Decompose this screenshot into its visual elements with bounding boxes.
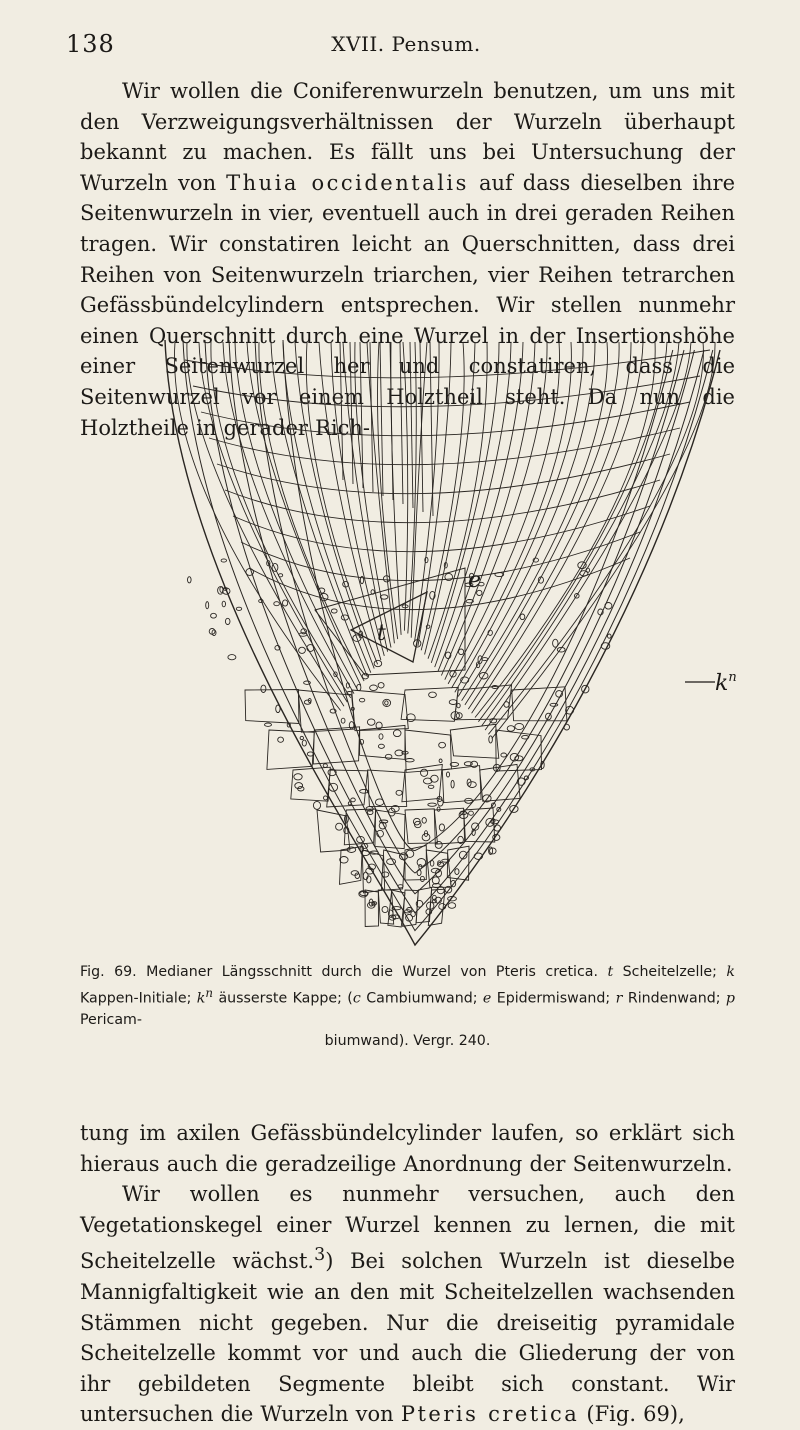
cell-nucleus xyxy=(302,740,306,746)
cell-wall xyxy=(454,685,511,720)
cell-nucleus xyxy=(349,722,354,729)
cell-nucleus xyxy=(455,869,459,875)
cell-nucleus xyxy=(276,705,280,713)
cell-nucleus xyxy=(422,834,430,841)
cell-nucleus xyxy=(420,876,424,881)
cell-nucleus xyxy=(439,824,444,831)
running-title: XVII. Pensum. xyxy=(331,32,481,56)
cell-wall xyxy=(400,342,403,504)
cell-nucleus xyxy=(431,775,439,782)
cell-nucleus xyxy=(295,783,303,789)
cell-wall xyxy=(408,342,416,634)
cell-nucleus xyxy=(359,698,364,702)
cell-wall xyxy=(199,342,347,702)
cell-nucleus xyxy=(300,736,303,739)
cell-wall xyxy=(447,846,469,880)
paragraph-1: Wir wollen die Coniferenwurzeln benutzen, um uns mit den Verzweigungsverhältnissen der Wurzeln überhaupt bekannt zu machen. Es fällt uns bei Untersuchung der Wurzeln von Thuia occidentalis auf dass dieselben ihre Seitenwurzeln in vier, eventuell auch in drei geraden Reihen tragen. Wir constatiren leicht an Querschnitten, dass drei Reihen von Seitenwurzeln triarchen, vier Reihen tetrarchen Gefässbündelcylindern entsprechen. Wir stellen nunmehr einen Querschnitt durch eine Wurzel in der Insertionshöhe einer Seitenwurzel her und constatiren, dass die Seitenwurzel vor einem Holztheil steht. Da nun die Holztheile in gerader Rich- xyxy=(80,79,735,440)
cell-nucleus xyxy=(278,737,284,742)
cell-nucleus xyxy=(553,639,558,647)
cell-nucleus xyxy=(279,574,283,577)
cell-nucleus xyxy=(331,609,337,613)
cell-nucleus xyxy=(437,807,440,811)
footnote-ref: 3 xyxy=(314,1245,326,1266)
cell-nucleus xyxy=(385,701,388,705)
cell-nucleus xyxy=(429,692,437,697)
cell-nucleus xyxy=(504,702,509,708)
cell-nucleus xyxy=(393,730,401,737)
cell-nucleus xyxy=(550,703,558,706)
label-t: t xyxy=(377,621,386,646)
cell-nucleus xyxy=(272,563,278,571)
cell-nucleus xyxy=(457,703,460,707)
cell-nucleus xyxy=(405,759,414,762)
cell-nucleus xyxy=(379,734,383,739)
cell-nucleus xyxy=(318,588,325,593)
cell-nucleus xyxy=(482,658,488,661)
cell-nucleus xyxy=(367,719,375,725)
cell-nucleus xyxy=(378,683,384,688)
cell-nucleus xyxy=(294,774,302,780)
cell-nucleus xyxy=(378,744,384,748)
cell-nucleus xyxy=(446,772,449,777)
cell-nucleus xyxy=(406,850,414,857)
cell-nucleus xyxy=(374,660,382,666)
cell-nucleus xyxy=(469,811,474,815)
cell-wall xyxy=(355,342,391,648)
cell-wall xyxy=(313,727,359,764)
page-number: 138 xyxy=(66,30,115,58)
cell-nucleus xyxy=(221,559,226,562)
cell-nucleus xyxy=(406,714,415,722)
cell-network xyxy=(165,340,720,945)
cell-wall xyxy=(442,766,481,803)
cell-wall xyxy=(271,342,368,677)
cell-nucleus xyxy=(228,655,236,660)
cell-nucleus xyxy=(608,634,612,638)
cell-wall xyxy=(488,342,703,734)
cell-nucleus xyxy=(336,823,343,830)
cell-nucleus xyxy=(348,802,351,805)
cell-nucleus xyxy=(387,859,396,865)
cell-wall xyxy=(352,690,409,731)
cell-nucleus xyxy=(564,724,570,730)
cell-nucleus xyxy=(411,911,416,917)
cell-wall xyxy=(496,730,542,771)
cell-wall xyxy=(403,342,408,631)
figure-69 xyxy=(165,330,735,955)
cell-nucleus xyxy=(324,796,328,800)
label-e: e xyxy=(468,568,482,593)
cell-nucleus xyxy=(430,861,434,867)
root-tip-illustration xyxy=(165,330,735,955)
cell-nucleus xyxy=(546,713,552,720)
cell-wall xyxy=(420,342,423,512)
cell-nucleus xyxy=(476,662,479,668)
cell-wall xyxy=(211,342,351,698)
cell-nucleus xyxy=(313,801,320,809)
cell-nucleus xyxy=(283,600,288,606)
cell-wall xyxy=(331,342,384,656)
cell-nucleus xyxy=(212,630,216,636)
cell-wall xyxy=(267,730,314,769)
cell-nucleus xyxy=(448,903,456,909)
cell-wall xyxy=(229,340,694,894)
cell-nucleus xyxy=(307,645,314,652)
cell-nucleus xyxy=(439,742,446,748)
cell-wall xyxy=(183,340,713,931)
cell-nucleus xyxy=(299,647,306,653)
cell-nucleus xyxy=(261,685,266,692)
cell-nucleus xyxy=(367,810,373,815)
cell-wall xyxy=(319,342,381,660)
cell-nucleus xyxy=(439,759,442,763)
cell-wall xyxy=(185,350,710,378)
cell-nucleus xyxy=(520,614,525,620)
cell-nucleus xyxy=(380,595,388,599)
cell-nucleus xyxy=(274,602,280,606)
cell-nucleus xyxy=(507,726,514,732)
cell-nucleus xyxy=(450,671,456,677)
cell-nucleus xyxy=(451,780,454,788)
cell-wall xyxy=(410,342,413,508)
cell-wall xyxy=(421,342,464,650)
figure-caption: Fig. 69. Medianer Längsschnitt durch die Wurzel von Pteris cretica. t Scheitelzelle; k Kappen-Initiale; $k^n$ äusserste Kappe; (c Cambiumwand; e Epidermiswand; r Rindenwand; p Pericam- biumwand). Vergr. 240. xyxy=(80,964,735,1049)
cell-wall xyxy=(430,342,433,516)
cell-nucleus xyxy=(522,735,529,739)
cell-nucleus xyxy=(370,685,378,691)
cell-nucleus xyxy=(398,885,403,888)
cell-wall xyxy=(405,730,451,772)
page-header xyxy=(66,30,746,60)
cell-nucleus xyxy=(501,753,507,757)
cell-nucleus xyxy=(396,790,402,795)
cell-nucleus xyxy=(515,723,524,729)
cell-wall xyxy=(370,342,373,492)
paragraph-2: tung im axilen Gefässbündelcylinder laufen, so erklärt sich hieraus auch die geradzeilige Anordnung der Seitenwurzeln. xyxy=(80,1121,735,1176)
cell-nucleus xyxy=(265,723,272,726)
body-text-bottom xyxy=(80,1118,735,1430)
cell-nucleus xyxy=(489,736,493,743)
cell-nucleus xyxy=(360,891,368,895)
cell-nucleus xyxy=(464,762,472,766)
cell-nucleus xyxy=(421,769,428,776)
cell-nucleus xyxy=(304,681,311,684)
cell-nucleus xyxy=(222,601,225,607)
cell-nucleus xyxy=(375,799,383,806)
cell-nucleus xyxy=(459,649,464,655)
cell-nucleus xyxy=(605,603,612,610)
cell-nucleus xyxy=(435,841,442,848)
species-name: Thuia occidentalis xyxy=(226,170,469,195)
cell-nucleus xyxy=(206,602,209,609)
cell-nucleus xyxy=(422,818,426,824)
cell-nucleus xyxy=(323,764,327,768)
cell-nucleus xyxy=(351,798,356,802)
cell-wall xyxy=(368,770,407,806)
cell-nucleus xyxy=(419,864,422,869)
cell-nucleus xyxy=(601,643,610,650)
cell-nucleus xyxy=(432,877,439,884)
cell-wall xyxy=(450,724,499,758)
species-name-2: Pteris cretica xyxy=(400,1402,580,1427)
cell-wall xyxy=(390,342,393,500)
cell-nucleus xyxy=(428,803,437,806)
paragraph-3: Wir wollen es nunmehr versuchen, auch den Vegetationskegel einer Wurzel kennen zu lernen, die mit Scheitelzelle wächst.$^3$) Bei solchen Wurzeln ist dieselbe Mannigfaltigkeit wie an den mit Scheitelzellen wachsenden Stämmen nicht gegeben. Nur die dreiseitig pyramidale Scheitelzelle kommt vor und auch die Gliederung der von ihr gebildeten Segmente bleibt sich constant. Wir untersuchen die Wurzeln von Pteris cretica (Fig. 69), xyxy=(80,1182,735,1427)
cell-nucleus xyxy=(494,825,500,831)
cell-nucleus xyxy=(246,569,254,576)
cell-nucleus xyxy=(357,684,361,690)
cell-nucleus xyxy=(382,906,388,912)
cell-nucleus xyxy=(188,577,192,583)
cell-nucleus xyxy=(428,785,434,788)
cell-nucleus xyxy=(211,613,217,618)
cell-nucleus xyxy=(449,700,457,705)
label-k: $k^n$ xyxy=(715,670,737,696)
cell-nucleus xyxy=(341,718,345,723)
cell-nucleus xyxy=(225,618,230,624)
cell-nucleus xyxy=(236,607,241,610)
cell-nucleus xyxy=(385,754,392,759)
cell-wall xyxy=(512,687,567,721)
cell-wall xyxy=(201,402,690,436)
